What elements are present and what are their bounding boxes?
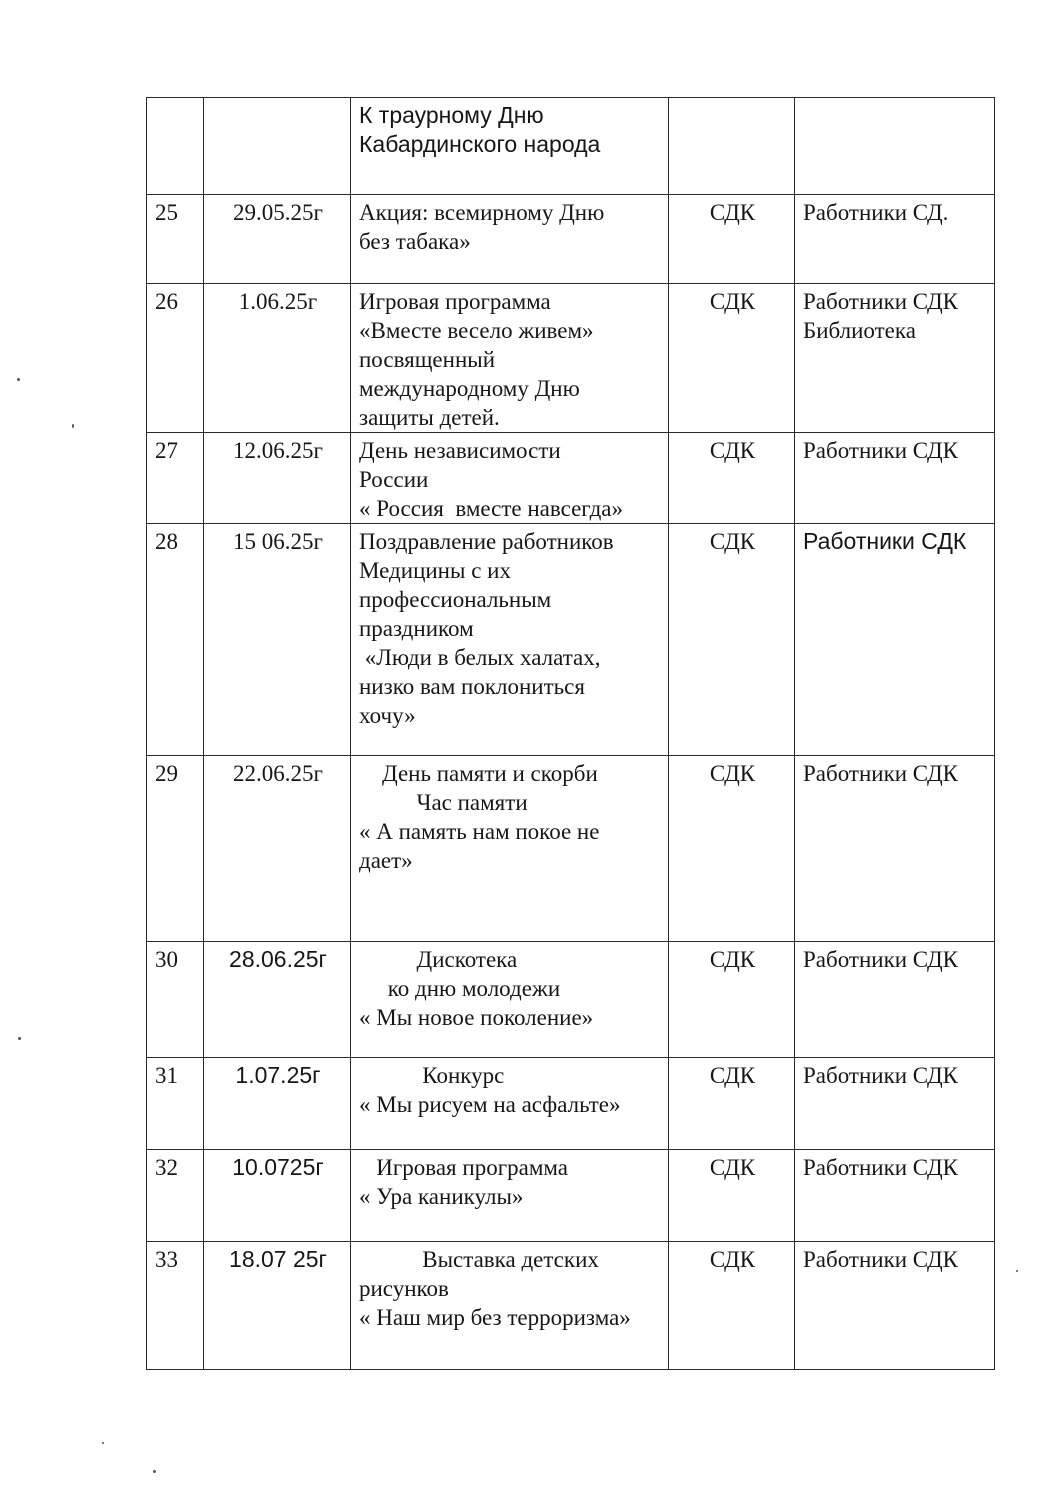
event-line: профессиональным: [359, 587, 552, 612]
event-line: К траурному Дню: [359, 102, 544, 128]
event-line: международному Дню: [359, 376, 580, 401]
event-place: СДК: [669, 433, 795, 524]
event-line: защиты детей.: [359, 405, 500, 430]
event-line: День памяти и скорби: [359, 761, 598, 786]
event-description: [351, 942, 669, 1058]
event-responsible: Работники СДК: [795, 1150, 995, 1242]
event-responsible: Работники СДК Библиотека: [795, 284, 995, 433]
event-description: [351, 1242, 669, 1370]
events-table: [146, 97, 995, 1370]
event-date: 22.06.25г: [204, 756, 351, 942]
row-number: 28: [147, 524, 204, 756]
event-line: дает»: [359, 848, 413, 873]
event-place: СДК: [669, 1058, 795, 1150]
event-place: СДК: [669, 524, 795, 756]
row-number: 31: [147, 1058, 204, 1150]
event-place: СДК: [669, 1242, 795, 1370]
table-row: [147, 524, 995, 756]
event-date: [204, 98, 351, 195]
event-date: 15 06.25г: [204, 524, 351, 756]
scan-speck: [1016, 1270, 1018, 1272]
event-line: России: [359, 467, 429, 492]
row-number: 27: [147, 433, 204, 524]
event-line: праздником: [359, 616, 474, 641]
event-line: Выставка детских: [359, 1247, 599, 1272]
event-line: « А память нам покое не: [359, 819, 600, 844]
event-line: рисунков: [359, 1276, 449, 1301]
event-description: [351, 756, 669, 942]
event-responsible: Работники СДК: [795, 756, 995, 942]
event-line: Игровая программа: [359, 289, 551, 314]
event-line: Медицины с их: [359, 558, 511, 583]
event-line: Час памяти: [359, 790, 528, 815]
event-date: 29.05.25г: [204, 195, 351, 284]
table-row: [147, 195, 995, 284]
row-number: 30: [147, 942, 204, 1058]
event-place: СДК: [669, 1150, 795, 1242]
table-row: [147, 1058, 995, 1150]
event-line: « Ура каникулы»: [359, 1184, 524, 1209]
event-date: 1.07.25г: [204, 1058, 351, 1150]
scan-speck: [72, 424, 74, 428]
event-line: Игровая программа: [359, 1155, 568, 1180]
event-description: [351, 195, 669, 284]
row-number: 32: [147, 1150, 204, 1242]
event-description: [351, 524, 669, 756]
event-line: низко вам поклониться: [359, 674, 585, 699]
event-date: 1.06.25г: [204, 284, 351, 433]
table-row: [147, 433, 995, 524]
table-row: [147, 942, 995, 1058]
table-row: [147, 1242, 995, 1370]
event-description: [351, 1150, 669, 1242]
table-row: [147, 98, 995, 195]
event-place: [669, 98, 795, 195]
row-number: 26: [147, 284, 204, 433]
event-description: [351, 284, 669, 433]
scan-speck: [153, 1470, 156, 1473]
scan-speck: [17, 378, 20, 381]
row-number: 33: [147, 1242, 204, 1370]
event-line: хочу»: [359, 703, 416, 728]
event-responsible: [795, 98, 995, 195]
row-number: [147, 98, 204, 195]
event-date: 28.06.25г: [204, 942, 351, 1058]
event-line: « Россия вместе навсегда»: [359, 496, 624, 521]
event-description: [351, 433, 669, 524]
event-responsible: Работники СДК: [795, 1242, 995, 1370]
event-line: « Наш мир без терроризма»: [359, 1305, 631, 1330]
event-line: « Мы новое поколение»: [359, 1005, 594, 1030]
event-responsible: Работники СДК: [795, 942, 995, 1058]
table-row: [147, 284, 995, 433]
event-place: СДК: [669, 942, 795, 1058]
scan-speck: [102, 1442, 104, 1444]
event-responsible: Работники СД.: [795, 195, 995, 284]
event-place: СДК: [669, 284, 795, 433]
event-place: СДК: [669, 195, 795, 284]
event-line: Кабардинского народа: [359, 131, 601, 157]
event-line: « Мы рисуем на асфальте»: [359, 1092, 621, 1117]
event-place: СДК: [669, 756, 795, 942]
events-table-body: [147, 98, 995, 1370]
row-number: 25: [147, 195, 204, 284]
event-line: посвященный: [359, 347, 496, 372]
event-line: «Люди в белых халатах,: [359, 645, 601, 670]
scan-speck: [18, 1037, 21, 1040]
event-date: 10.0725г: [204, 1150, 351, 1242]
event-responsible: Работники СДК: [795, 433, 995, 524]
event-description: [351, 98, 669, 195]
event-line: «Вместе весело живем»: [359, 318, 594, 343]
event-date: 12.06.25г: [204, 433, 351, 524]
row-number: 29: [147, 756, 204, 942]
event-line: Акция: всемирному Дню: [359, 200, 605, 225]
event-line: День независимости: [359, 438, 561, 463]
table-row: [147, 1150, 995, 1242]
event-date: 18.07 25г: [204, 1242, 351, 1370]
event-line: Дискотека: [359, 947, 518, 972]
event-line: ко дню молодежи: [359, 976, 561, 1001]
table-row: [147, 756, 995, 942]
event-line: без табака»: [359, 229, 471, 254]
event-line: Конкурс: [359, 1063, 505, 1088]
event-responsible: Работники СДК: [795, 524, 995, 756]
event-line: Поздравление работников: [359, 529, 614, 554]
event-description: [351, 1058, 669, 1150]
event-responsible: Работники СДК: [795, 1058, 995, 1150]
